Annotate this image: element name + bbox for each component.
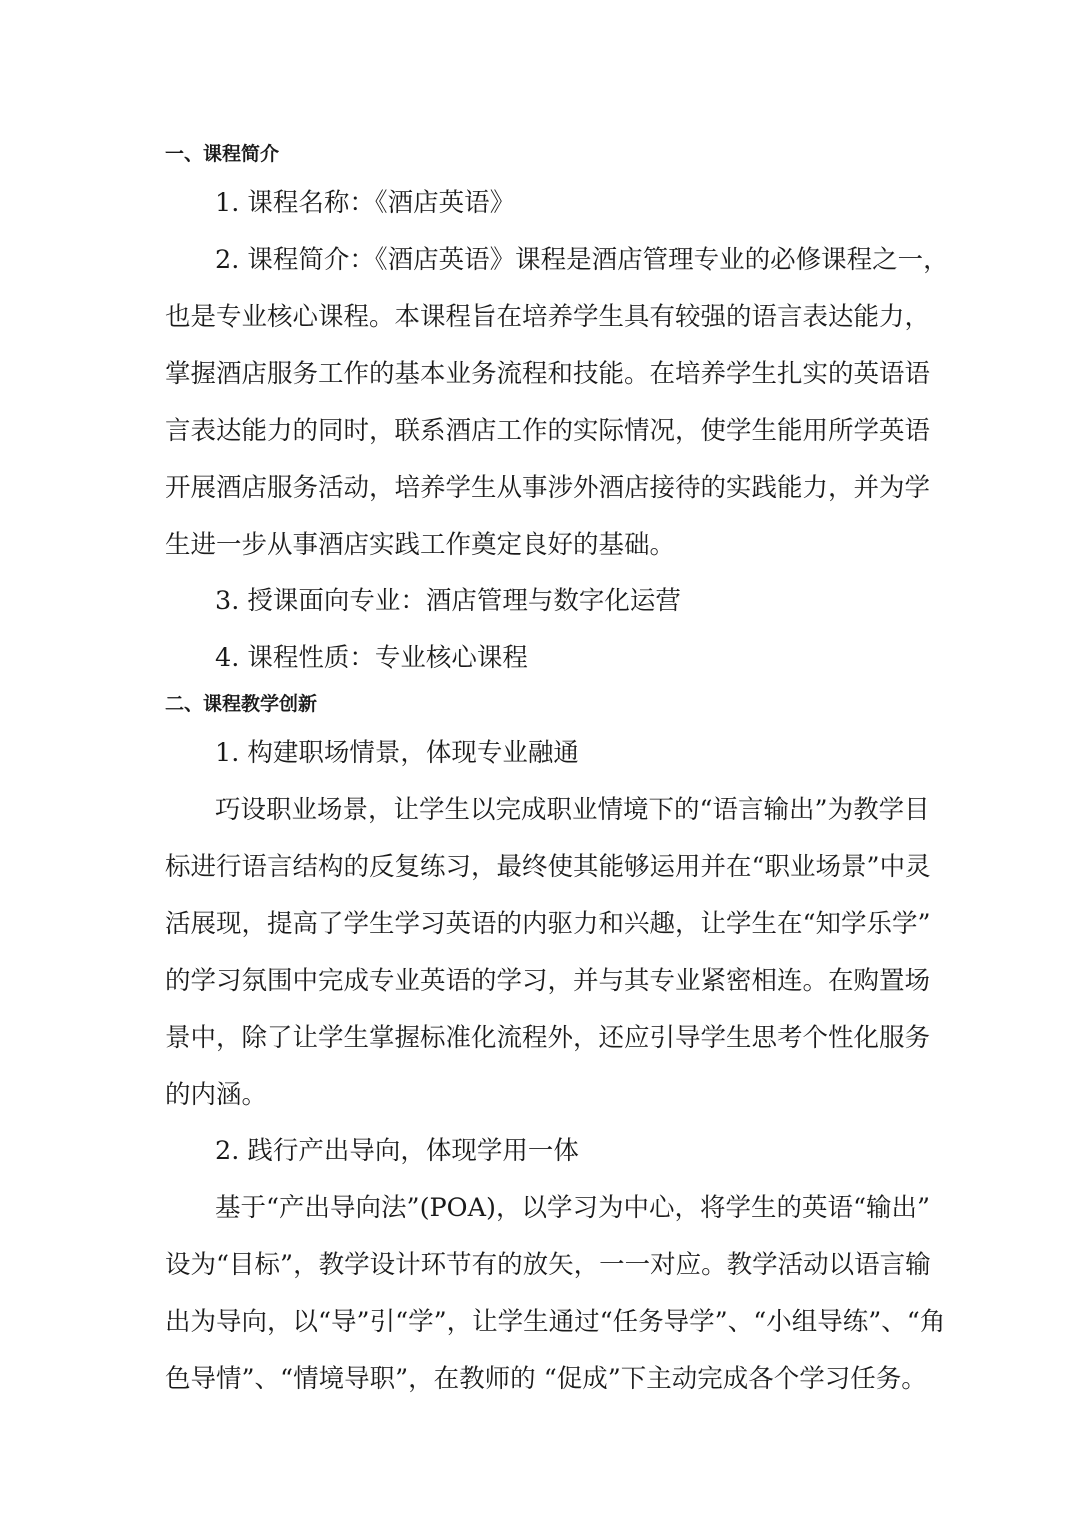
paragraph-line: 活展现，提高了学生学习英语的内驱力和兴趣，让学生在“知学乐学” [165,909,931,939]
subheading-output-oriented: 2. 践行产出导向，体现学用一体 [215,1136,579,1166]
paragraph-line: 出为导向，以“导”引“学”，让学生通过“任务导学”、“小组导练”、“角 [165,1307,946,1337]
paragraph-line: 色导情”、“情境导职”，在教师的 “促成”下主动完成各个学习任务。 [165,1364,927,1394]
paragraph-line: 也是专业核心课程。本课程旨在培养学生具有较强的语言表达能力， [165,302,931,332]
paragraph-first-line: 基于“产出导向法”(POA)，以学习为中心，将学生的英语“输出” [215,1193,931,1223]
target-major: 3. 授课面向专业：酒店管理与数字化运营 [215,586,681,616]
course-name: 1. 课程名称：《酒店英语》 [215,188,516,218]
paragraph-line: 开展酒店服务活动，培养学生从事涉外酒店接待的实践能力，并为学 [165,473,931,503]
paragraph-line: 言表达能力的同时，联系酒店工作的实际情况，使学生能用所学英语 [165,416,931,446]
paragraph-line: 景中，除了让学生掌握标准化流程外，还应引导学生思考个性化服务 [165,1023,931,1053]
course-intro-first-line: 2. 课程简介：《酒店英语》课程是酒店管理专业的必修课程之一， [215,245,949,275]
paragraph-first-line: 巧设职业场景，让学生以完成职业情境下的“语言输出”为教学目 [215,795,930,825]
paragraph-line: 的内涵。 [165,1080,268,1110]
paragraph-line: 标进行语言结构的反复练习，最终使其能够运用并在“职业场景”中灵 [165,852,931,882]
paragraph-line: 生进一步从事酒店实践工作奠定良好的基础。 [165,530,676,560]
paragraph-line: 的学习氛围中完成专业英语的学习，并与其专业紧密相连。在购置场 [165,966,931,996]
subheading-workplace-scenario: 1. 构建职场情景，体现专业融通 [215,738,579,768]
section-heading-teaching-innovation: 二、课程教学创新 [165,693,318,715]
course-nature: 4. 课程性质：专业核心课程 [215,643,528,673]
section-heading-course-intro: 一、课程简介 [165,143,280,165]
paragraph-line: 掌握酒店服务工作的基本业务流程和技能。在培养学生扎实的英语语 [165,359,931,389]
paragraph-line: 设为“目标”，教学设计环节有的放矢，一一对应。教学活动以语言输 [165,1250,931,1280]
